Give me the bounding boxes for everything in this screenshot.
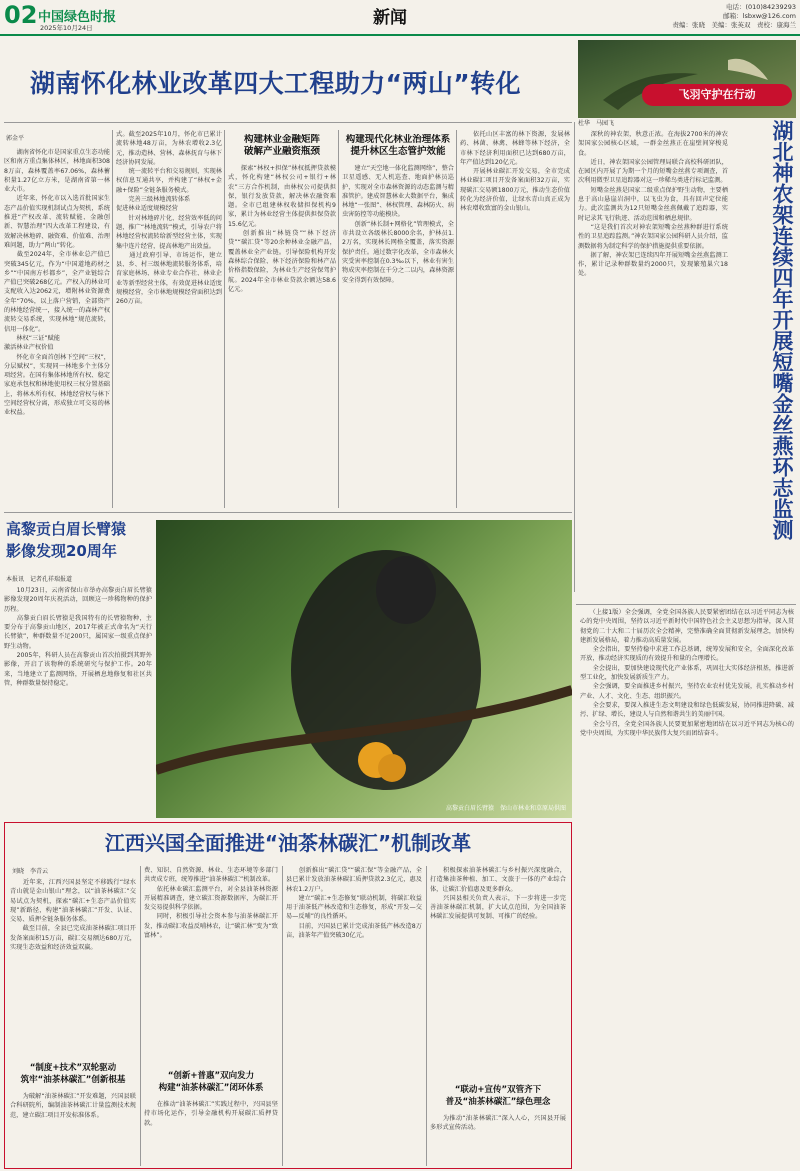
editor-credits: 责编：张晓 美编：张英双 责校：康海兰 (672, 21, 796, 29)
lead-byline: 郭金平 (6, 135, 25, 142)
lead-subhead-finance: 构建林业金融矩阵 破解产业融资瓶颈 (243, 134, 320, 157)
lead-column-4: 建立“天空地一体化监测网络”，整合卫星遥感、无人机巡查、地面护林员巡护，实现对全市森林资源的动态监测与精准管护。建成智慧林业大数据平台，集成林地“一张图”、林权管理、森林防火、病虫害防控等功能模块。 创新“林长制+网格化”管理模式，全市共设立各级林长8000余名，护林员1.2万名，实现林长网格全覆盖，落实资源保护责任。通过数字化改革，全市森林火灾受害率控制在0.3‰以下，林业有害生物成灾率控制在千分之二以内，森林资源安全得到有效保障。 (342, 165, 454, 284)
lead-column-3: 探索“林权+担保”林权抵押贷款模式，怀化构建“林权公司+银行+林农”三方合作机制，由林权公司提供担保，银行发放贷款，解决林农融资难题。全市已组建林权收储担保机构9家，累计为林业经营主体提供担保贷款15.6亿元。 创新推出“林链贷”“林下经济贷”“碳汇贷”等20余种林业金融产品，覆盖林业全产业链。引导保险机构开发森林综合保险、林下经济保险和林产品价格指数保险，为林业生产经营保驾护航。2024年全市林业贷款余额达58.6亿元。 (228, 165, 336, 293)
contact-email: 邮箱：lsbxw@126.com (723, 12, 796, 20)
lead-column-1: 湖南省怀化市是国家重点生态功能区和南方重点集体林区，林地面积3088万亩，森林覆盖率67.06%，森林蓄积量1.27亿立方米，是湖南省第一林业大市。 近年来，怀化市以入选首批国家生态产品价值实现机制试点为契机，系统推进“产权改革、流转赋能、金融创新、智慧治理”四大改革工程建设，有效解决林地碎、融资难、价值难、治理难问题，助力“两山”转化。 截至2024年，全市林业总产值已突破345亿元，作为“中国道地药材之乡”“中国南方杉都乡”，全产业链综合产值已突破268亿元。产权入的林业可支配收入达2062元，增附林业资源费全年“70%，以上落户营销，全部资产的林地经营统一，接入统一的森林产权流转交易系统，实现林地“规范流转，信用一体化”。 林权“三证”赋能 激活林业产权价值 怀化市全面首创林下空间“三权”，分层赋权”，实现同一林地多个主体分项经营。在国有集体林地所有权、稳定家庭承包权和林地使用权三权分置基础上，将林木所有权、林地经营权与林下空间经营权分离，形成独立可交易的林业权益。 (4, 149, 110, 417)
gibbon-illustration (156, 520, 572, 818)
column-rule (112, 130, 113, 508)
column-rule (140, 866, 141, 1166)
contact-phone: 电话：(010)84239293 (725, 3, 796, 11)
gibbon-photo (156, 520, 572, 818)
jiangxi-column-1b: 为破解“油茶林碳汇”开发难题，兴国县联合科研院所，编制油茶林碳汇计量监测技术规范，建立碳汇项目开发标准体系。 (10, 1093, 136, 1119)
gibbon-caption: 高黎贡白眉长臂猿 保山市林业和草原局供图 (445, 805, 566, 812)
gibbon-byline: 本报讯 记者孔祥瑞报道 (6, 576, 73, 583)
jiangxi-column-4: 积极探索油茶林碳汇与乡村振兴深度融合，打造集油茶种植、加工、文旅于一体的产业综合体，让碳汇价值惠及更多群众。 兴国县相关负责人表示，下一步将进一步完善油茶林碳汇机制，扩大试点范围，为全国油茶林碳汇发展提供可复制、可推广的经验。 (430, 867, 566, 921)
lead-column-5: 依托山区丰富的林下资源，发展林药、林菌、林禽、林蜂等林下经济，全市林下经济利用面积已达到680万亩，年产值达到120亿元。 开展林业碳汇开发交易，全市完成林业碳汇项目开发备案面积32万亩，实现碳汇交易额1800万元，推动生态价值转化为经济价值，让绿水青山真正成为林农增收致富的金山银山。 (460, 131, 570, 213)
jiangxi-column-2b: 在推动“油茶林碳汇”实践过程中，兴国县坚持市场化运作，引导金融机构开展碳汇质押贷款。 (144, 1101, 278, 1127)
jiangxi-subhead-2: “创新+普惠”双向发力 构建“油茶林碳汇”闭环体系 (158, 1071, 264, 1093)
lead-column-2: 式。截至2025年10月，怀化市已累计流转林地48万亩，为林农增收2.3亿元，推动造林、营林、森林抚育与林下经济协同发展。 统一流转平台和交易规则，实现林权信息互通共享，并构建了“林权+金融+保险”全链条服务模式。 完善三级林地流转体系 促进林业适度规模经营 针对林地碎片化、经营效率低的问题，推广“林地流转”模式，引导农户将林地经营权流转给新型经营主体，实现集中连片经营，提高林地产出效益。 通过政府引导、市场运作，建立县、乡、村三级林地流转服务体系，培育家庭林场、林业专业合作社、林业企业等新型经营主体，有效促进林业适度规模经营，全市林地规模经营面积达到260万亩。 (116, 131, 222, 306)
continuation-body: （上接1版）全会强调，全党全国各族人民要紧密团结在以习近平同志为核心的党中央周围，坚持以习近平新时代中国特色社会主义思想为指导，深入贯彻党的二十大和二十届历次全会精神，完整准确全面贯彻新发展理念，加快构建新发展格局，着力推动高质量发展。 全会指出，要坚持稳中求进工作总基调，统筹发展和安全，全面深化改革开放，推动经济实现质的有效提升和量的合理增长。 全会提出，要加快建设现代化产业体系，巩固壮大实体经济根基，推进新型工业化，加快发展新质生产力。 全会强调，要全面推进乡村振兴，坚持农业农村优先发展，扎实推动乡村产业、人才、文化、生态、组织振兴。 全会要求，要深入推进生态文明建设和绿色低碳发展，协同推进降碳、减污、扩绿、增长，建设人与自然和谐共生的美丽中国。 全会号召，全党全国各族人民要更加紧密地团结在以习近平同志为核心的党中央周围，为实现中华民族伟大复兴而团结奋斗。 (580, 609, 794, 737)
section-rule (576, 604, 796, 605)
sidebar-byline: 杜华 马园飞 (578, 120, 615, 127)
masthead-rule (0, 34, 800, 36)
sidebar-body: 深秋的神农架，秋意正浓。在海拔2700米的神农架国家公园核心区域，一群金丝燕正在崖壁间穿梭觅食。 近日，神农架国家公园管理局联合高校科研团队，在园区内开展了为期一个月的短嘴金丝燕专项调查，首次利用微型卫星追踪器对这一珍稀鸟类进行标记监测。 短嘴金丝燕是国家二级重点保护野生动物，主要栖息于高山悬崖岩洞中，以飞虫为食，具有回声定位能力。此次监测共为12只短嘴金丝燕佩戴了追踪器，实时记录其飞行轨迹、活动范围和栖息规律。 “这是我们首次对神农架短嘴金丝燕种群进行系统性的卫星追踪监测。”神农架国家公园科研人员介绍，监测数据将为制定科学的保护措施提供重要依据。 据了解，神农架已连续四年开展短嘴金丝燕监测工作，累计记录种群数量约2000只，发现繁殖巢穴18处。 (578, 131, 728, 278)
jiangxi-headline: 江西兴国全面推进“油茶林碳汇”机制改革 (104, 831, 472, 855)
jiangxi-byline: 刘晓 李青云 (12, 868, 49, 875)
gibbon-headline: 高黎贡白眉长臂猿 影像发现20周年 (6, 520, 127, 560)
bird-illustration (578, 40, 796, 118)
jiangxi-column-1: 近年来，江西兴国县坚定不移践行“绿水青山就是金山银山”理念，以“油茶林碳汇”交易试点为契机，探索“碳汇+生态产品价值实现”新路径，构建“油茶林碳汇”开发、认证、交易、质押全链条服务体系。 截至目前，全县已完成油茶林碳汇项目开发备案面积15万亩，碳汇交易额达680万元，实现生态效益和经济效益双赢。 (10, 879, 136, 952)
masthead-left (4, 3, 194, 33)
lead-rule (4, 122, 572, 123)
sidebar-title: 飞羽守护在行动 (642, 84, 792, 106)
paper-name: 中国绿色时报 (38, 10, 117, 25)
section-rule (4, 512, 572, 513)
section-name: 新闻 (373, 8, 407, 27)
sidebar-rule (574, 122, 575, 592)
column-rule (338, 130, 339, 508)
gibbon-body: 10月23日，云南省保山市举办高黎贡白眉长臂猿影像发现20周年庆祝活动，回顾这一珍稀物种的保护历程。 高黎贡白眉长臂猿是我国特有的长臂猿物种，主要分布于高黎贡山地区，2017年被正式命名为“天行长臂猿”，种群数量不足200只，属国家一级重点保护野生动物。 2005年，科研人员在高黎贡山首次拍摄到其野外影像，开启了该物种的系统研究与保护工作。20年来，当地建立了监测网络，开展栖息地修复和社区共管，种群数量保持稳定。 (4, 587, 152, 687)
jiangxi-column-4b: 为推动“油茶林碳汇”深入人心，兴国县开展多形式宣传活动。 (430, 1115, 566, 1132)
jiangxi-subhead-3: “联动+宣传”双管齐下 普及“油茶林碳汇”绿色理念 (445, 1085, 551, 1107)
page-number: 02 (4, 3, 38, 29)
masthead-right (560, 3, 796, 33)
jiangxi-column-2: 费、知识、自然资源、林业、生态环境等多部门共责成专班，统筹推进“油茶林碳汇”机制改革。 依托林业碳汇监测平台，对全县油茶林资源开展精准调查，建立碳汇资源数据库，为碳汇开发交易提供科学依据。 同时，积极引导社会资本参与油茶林碳汇开发，推动碳汇收益反哺林农，让“碳汇林”变为“致富林”。 (144, 867, 278, 940)
sidebar-vertical-headline: 湖北神农架连续四年开展短嘴金丝燕环志监测 (770, 120, 794, 540)
lead-headline: 湖南怀化林业改革四大工程助力“两山”转化 (30, 69, 521, 98)
lead-subhead-governance: 构建现代化林业治理体系 提升林区生态管护效能 (345, 134, 451, 157)
column-rule (426, 866, 427, 1166)
column-rule (456, 130, 457, 508)
issue-date: 2025年10月24日 (40, 24, 93, 32)
column-rule (282, 866, 283, 1166)
sidebar-banner (578, 40, 796, 118)
jiangxi-column-3: 创新推出“碳汇贷”“碳汇保”等金融产品，全县已累计发放油茶林碳汇质押贷款2.3亿元，惠及林农1.2万户。 建立“碳汇+生态修复”联动机制，将碳汇收益用于油茶低产林改造和生态修复，形成“开发—交易—反哺”的良性循环。 目前，兴国县已累计完成油茶低产林改造8万亩，油茶年产值突破30亿元。 (286, 867, 422, 940)
jiangxi-subhead-1: “制度+技术”双轮驱动 筑牢“油茶林碳汇”创新根基 (20, 1063, 126, 1085)
column-rule (224, 130, 225, 508)
